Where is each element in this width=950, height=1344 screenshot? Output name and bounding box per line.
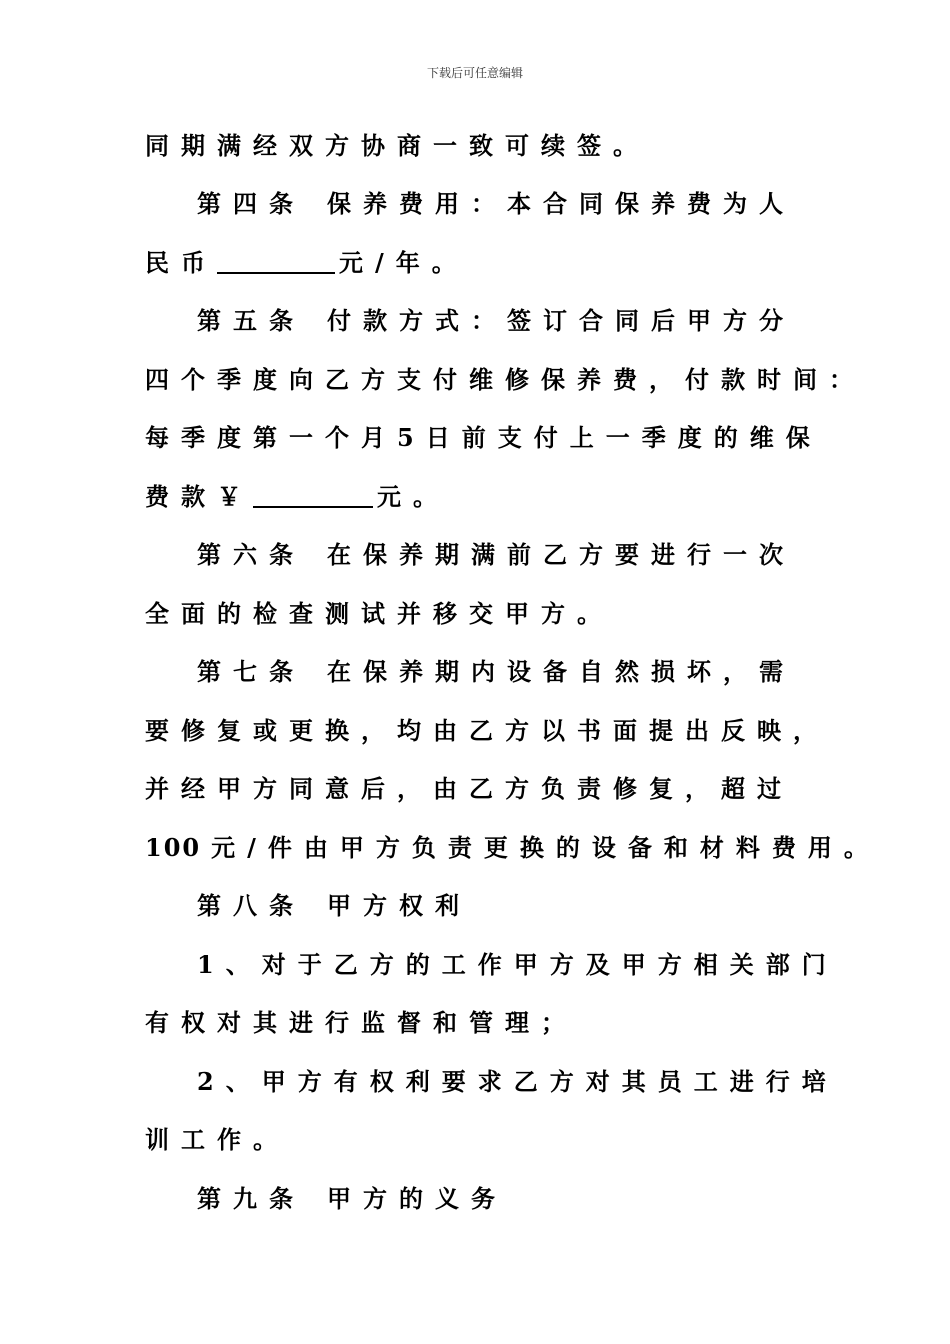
article-5-heading: 第五条 付款方式：签订合同后甲方分 bbox=[197, 306, 795, 335]
article-7-heading: 第七条 在保养期内设备自然损坏，需 bbox=[197, 657, 795, 686]
article-6-heading: 第六条 在保养期满前乙方要进行一次 bbox=[197, 540, 795, 569]
paragraph-line: 100 元/件由甲方负责更换的设备和材料费用。 bbox=[145, 833, 880, 862]
article-9-heading: 第九条 甲方的义务 bbox=[197, 1184, 507, 1213]
page-header: 下载后可任意编辑 bbox=[426, 66, 523, 80]
fill-in-blank bbox=[217, 248, 335, 274]
article-4-heading: 第四条 保养费用：本合同保养费为人 bbox=[197, 189, 795, 218]
paragraph-line: 每季度第一个月5日前支付上一季度的维保 bbox=[145, 423, 822, 452]
paragraph-line: 训工作。 bbox=[145, 1125, 289, 1154]
paragraph-line: 费款￥ 元。 bbox=[145, 482, 449, 511]
paragraph-line: 全面的检查测试并移交甲方。 bbox=[145, 599, 613, 628]
list-item-2: 2、甲方有权利要求乙方对其员工进行培 bbox=[197, 1067, 838, 1096]
fill-in-blank bbox=[253, 482, 373, 508]
paragraph-line: 有权对其进行监督和管理； bbox=[145, 1008, 577, 1037]
paragraph-line: 民币 元/年。 bbox=[145, 248, 468, 277]
list-item-1: 1、对于乙方的工作甲方及甲方相关部门 bbox=[197, 950, 838, 979]
paragraph-line: 并经甲方同意后，由乙方负责修复，超过 bbox=[145, 774, 793, 803]
paragraph-line: 四个季度向乙方支付维修保养费，付款时间： bbox=[145, 365, 865, 394]
paragraph-line: 要修复或更换，均由乙方以书面提出反映， bbox=[145, 716, 829, 745]
paragraph-line: 同期满经双方协商一致可续签。 bbox=[145, 131, 649, 160]
article-8-heading: 第八条 甲方权利 bbox=[197, 891, 471, 920]
